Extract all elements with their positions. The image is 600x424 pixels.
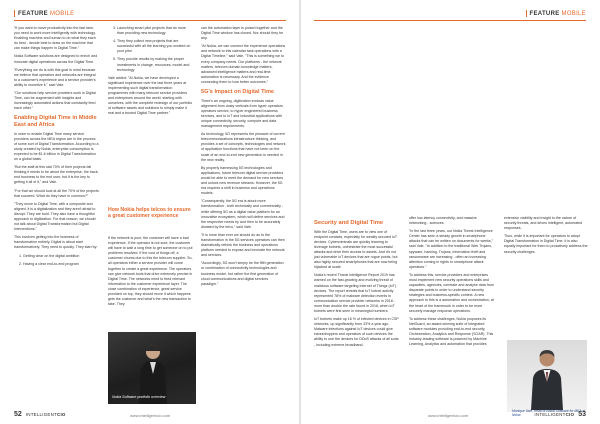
brand-part: INTELLIGENT: [25, 412, 58, 417]
paragraph: In order to enable Digital Time many service providers across the MEA region are in the process of some sort of Digital Transformation. According to a study created by Nokia, enterprise consumption is expected to be $1.6 trillion in Digital Transformation on a global basis.: [14, 131, 99, 162]
paragraph: "It is more than ever we should do as to the transformation in the 5G services operators can then dramatically rethink the business and operations platform needed to expose and innovate the network and services.: [201, 232, 285, 258]
paragraph: "They move to Digital Time, with a composite and aligned, it is a digitalization and they aren't afraid to disrupt. They are bold. They also have a thoughtful approach to digitization. For that reason, we should not talk about Digital Transformation but Digital Interventions.": [14, 201, 96, 232]
paragraph: "If you want to move productivity into the fast lane, you need to work more intelligently with technology. Enabling machine and human to do what they each do best - decide best to draw on the machine that can make things happen in Digital Time.": [14, 26, 96, 51]
portrait-caption: Monique Vale, Head of Nokia Software for MEA at Nokia: [512, 409, 586, 418]
paragraph: "For that we should look at all the 70% of the projects that succeed. What do they have in common?": [14, 188, 99, 198]
section-heading: 5G's Impact on Digital Time: [201, 89, 275, 96]
footer-url: [428, 413, 468, 418]
paragraph: There's an ongoing, digitization endows value alignment from dusty verticals from hyper operators operators service, to hyper engineered business services, and to IoT and industrial applications with unique connectivity, security, compute and data management requirements.: [201, 98, 283, 129]
paragraph: "Our solutions help service providers work in Digital Time, can be augmented with insights and increasingly automated actions that constantly feed each other.": [14, 91, 96, 111]
page-footer: [534, 411, 586, 418]
website-link[interactable]: www.intelligentcio.com: [130, 413, 171, 418]
header-section: MOBILE: [50, 11, 75, 18]
left-column-2: [108, 26, 193, 120]
paragraph: As technology, 5G represents the pinnacle of current telecommunications infrastructure thinking, and provides a set of concepts, technologies and network of application functions that have not been on the scale of an end-to-end new generation is needed in the new reality.: [201, 132, 286, 162]
header-rule: [314, 20, 586, 21]
list-item: 5. They provide results by making the proper investments in change, resources, model and technology: [117, 57, 193, 72]
left-column-2-lower: [108, 236, 193, 310]
brand-part: INTELLIGENT: [534, 412, 566, 417]
page-number: 52: [14, 411, 22, 418]
right-column-3: [504, 216, 589, 258]
numbered-list: [108, 26, 193, 73]
list-item: 3. Launching smart pilot projects that do more than providing new technology: [117, 26, 193, 36]
list-item: 2. Having a clear end-to-end program: [23, 262, 99, 267]
paragraph: To address these challenges, Nokia proposes its NetGuard, an award-winning suite of integrated software modules providing end-to-end security, Orchestration, Analytics and Response (SOAR). This industry-leading software is powered by Machine Learning, Analytics and automation that provides: [409, 316, 494, 347]
page-header: [526, 10, 586, 17]
article-photo: [108, 332, 196, 404]
page-footer: [14, 411, 66, 418]
paragraph: "Everything we do is with this goal in mind because we believe that operators and networks are integral to a customer's experience and a service provider's ability to monetize it," said Vale.: [14, 67, 96, 87]
header-feature: FEATURE: [529, 11, 560, 18]
numbered-list: [14, 254, 99, 267]
photo-caption: Nokia Software portfolio overview: [112, 395, 166, 399]
paragraph: IoT botnets make up 16 % of infected devices in CSP networks, up significantly from 33% a year ago. Malware infections against IoT devices could give eavesdroppers and operators of such devices the ability to use the devices for DDoS attacks of all sorts - including extreme broadband,: [314, 317, 399, 347]
pull-quote: [108, 207, 192, 219]
right-column-1: [314, 216, 399, 351]
brand-part-bold: CIO: [57, 412, 66, 417]
website-link[interactable]: www.intelligentcio.com: [428, 413, 469, 418]
paragraph: Nokia's recent Threat Intelligence Report 2019 has warned on the fast-growing and evolving threat of malicious software targeting Internet of Things (IoT) devices. The report reveals that IoT botnet activity represented 78% of malware detection events in communication service provider networks in 2018 - more than double the rate found in 2016, when IoT botnets were first seen in meaningful numbers.: [314, 273, 397, 313]
paragraph: "Consequently, the 5G era is about more transformation - both technically and commercially - while offering 5G as a digital value platform for an innovative ecosystem, which will define services and the respective needs by and then to be accurately dictated by the telco," said Vale.: [201, 199, 285, 229]
header-marker-icon: [14, 10, 15, 17]
brand-part-bold: CIO: [565, 412, 575, 417]
paragraph: By properly harnessing 5G technologies and applications, future telecom digital service providers would be able to meet the demand for new services and unlock new revenue streams. However, the 5G era requires a shift in business and operations models.: [201, 165, 284, 196]
left-column-3: [201, 26, 286, 290]
paragraph: To address this, service providers and enterprises must implement new security operations skills and capacities, agencies, correlate and analyse data from disparate points in order to understand security strategies and business-specific context. A new approach to this is a automation and orchestration, at the heart of the framework in order to be more securely manage response operations.: [409, 272, 494, 313]
page-number: 53: [578, 411, 586, 418]
right-column-2: [409, 216, 494, 350]
portrait-photo: [507, 340, 587, 412]
paragraph: Nokia Software solutions are designed to enrich and innovate digital operations across the Digital Time.: [14, 54, 98, 64]
list-item: 4. They they collect new projects that are successful with all the learning you created on your pilot: [117, 39, 193, 54]
paragraph: "Accordingly, 5G won't simply be the fifth generation or combination of connectivity technologies and business model, but rather the first generation of cloud communications and digital services paradigm.": [201, 261, 284, 286]
header-section: MOBILE: [561, 11, 586, 18]
paragraph: extensive visibility and insight to the nature of security threats, and drives intelligent, automated responses.: [504, 216, 583, 231]
paragraph: Thus, while it is important for operators to adopt Digital Transformation in Digital Time, it is also equally important for them to proactively address the security challenges.: [504, 234, 588, 254]
section-heading: Enabling Digital Time in Middle East and Africa: [14, 115, 97, 128]
header-feature: FEATURE: [18, 11, 48, 18]
brand-wordmark: [534, 412, 574, 417]
brand-wordmark: [26, 412, 66, 417]
paragraph: If the network is poor, the customer will have a bad experience. If the operator is not sure, the customer will have to wait a long time to get someone on to put problems resolved. If the cost of things off, a customer churns due to this the telecom supplier. So, all operators either a service provider will come together to create a great experience. The operators can give network tools that drive extremely precise in Digital Time. The networks need to feed relevant information to the customer experience layer. The close combination of experience, great service provided on top, they should move it which happens gets the customer and what's the new transaction to take. They: [108, 236, 193, 307]
page-header: [14, 10, 74, 17]
paragraph: With the Digital Time, users are to view one of endpoint contacts, especially for weakly secured IoT devices. Cybercriminals are quickly learning to leverage botnets, orchestrate the most successful attacks and drive their access to assets. And it's not just vulnerable IoT devices that are rogue points, but also highly secured smartphones that are now being hijacked at scale.: [314, 229, 398, 270]
paragraph: Vale added: "At Nokia, we have developed a significant experience over the last three years at implementing such digital transformation programmes with many telecom service providers and enterprises around the world, starting with ourselves, with the complete redesign of our portfolio of software assets and solutions to simply make it real and a trusted Digital Time partner.": [108, 75, 193, 116]
list-item: 1. Getting clear on the digital ambition: [23, 254, 99, 259]
header-marker-icon: [526, 10, 527, 17]
left-column-1: [14, 26, 99, 270]
person-portrait-icon: [529, 346, 565, 410]
pull-quote-text: How Nokia helps telcos to ensure a great customer experience: [108, 207, 191, 220]
paragraph: This involves getting into the business of transformation entirely. Digital is about start transformatively. They need to quickly. They start by:: [14, 235, 98, 250]
footer-url: [130, 413, 170, 418]
header-rule: [14, 20, 286, 21]
paragraph: "In the last three years, our Nokia Threat Intelligence Center has seen a steady growth in smartphone attacks that can be written on documents for weeks," said Vale. "In addition to the traditional Web Trojans, spyware, hacking, Trojans, information theft and ransomware are increasing - often an increasing attention coming in rights to smartphone attack operators.": [409, 229, 493, 269]
right-page: [300, 0, 600, 424]
paragraph: "But the staff at this stat 70% of their projects fail thinking it needs to be about the enterprise, the back-end business to the end user, but it is the key to getting it all of it," and Vale.: [14, 165, 99, 185]
paragraph: "At Nokia, we can connect the experience operations and network to this calendar task operations with a Digital Timeline," said Vale. "This is something we to every company needs. Our platforms - the network matters, telecom domain knowledge matters, advanced intelligence matters and real-time automation is necessary. And the evidence connecting them to how better outcomes.": [201, 44, 286, 84]
paragraph: can the automation layer is poised together and the Digital Time window has closed. Nor should they be any.: [201, 26, 284, 41]
paragraph: offer low-latency connectivity, and massive networking - sciences.: [409, 216, 477, 226]
section-heading: Security and Digital Time: [314, 220, 384, 226]
